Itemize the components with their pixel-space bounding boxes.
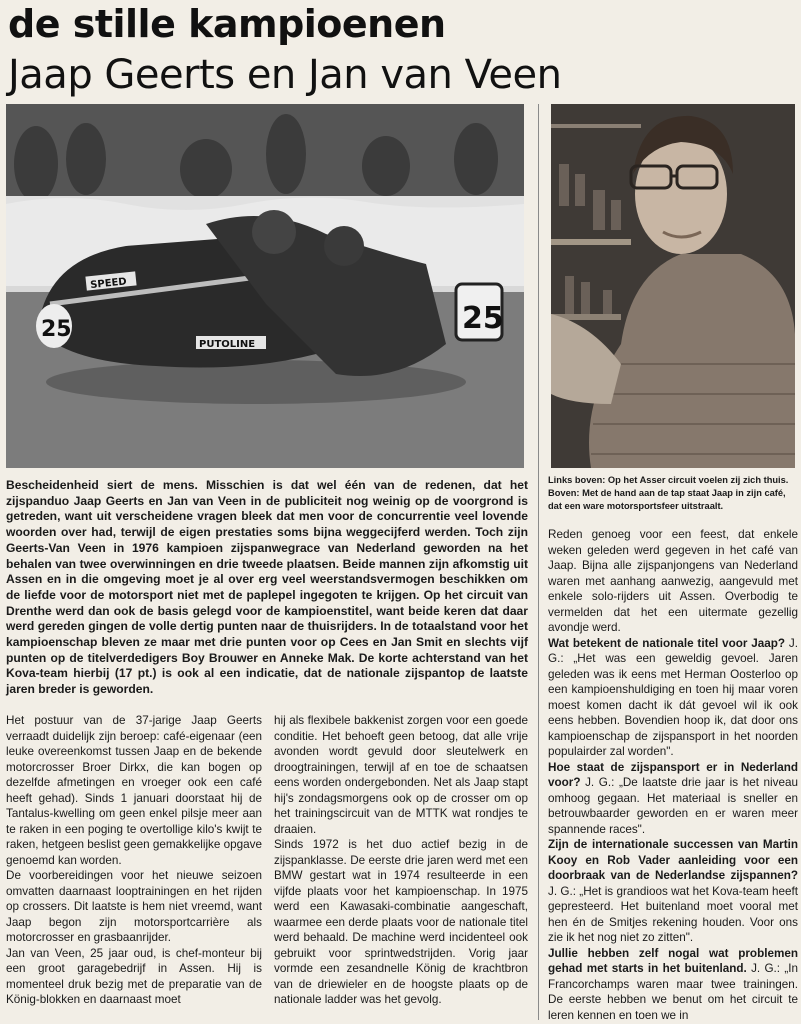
headline: de stille kampioenen: [8, 2, 446, 46]
interview-question-1: Wat betekent de nationale titel voor Jaap?: [548, 636, 786, 650]
column-rule: [538, 104, 539, 1020]
interview-question-2: Hoe staat de zijspansport er in Nederland voor?: [548, 760, 798, 789]
interview-qa-1: [548, 636, 798, 760]
interview-question-3: Zijn de internationale successen van Martin Kooy en Rob Vader aanleiding voor een doorbraak van de Nederlandse zijspannen?: [548, 838, 798, 882]
sidecar-sponsor-2: PUTOLINE: [199, 339, 256, 350]
interview-question-4: Jullie hebben zelf nogal wat problemen gehad met starts in het buitenland.: [548, 946, 798, 975]
col1-paragraph-3: Jan van Veen, 25 jaar oud, is chef-monteur bij een groot garagebedrijf in Assen. Hij is momenteel druk bezig met de preparatie van de König-blokken en daarnaast moet: [6, 946, 262, 1006]
col1-paragraph-1: Het postuur van de 37-jarige Jaap Geerts verraadt duidelijk zijn beroep: café-eigenaar (een leuke overeenkomst tussen Jaap en de bekende motorcrosser Broer Dirkx, die kan bogen op dezelfde afmetingen en vroeger ook een café heeft gehad). Sinds 1 januari doorstaat hij de Tantalus-kwelling om geen enkel pilsje meer aan te raken in een poging te overtollige kilo's kwijt te raken, hetgeen beslist geen gemakkelijke opgave genoemd kan worden.: [6, 714, 262, 867]
interview-qa-3: [548, 837, 798, 946]
interview-answer-2: J. G.: „De laatste drie jaar is het niveau omhoog gegaan. Het materiaal is sneller en betrouwbaarder geworden en er waren meer spannende races".: [548, 776, 798, 836]
sidecar-race-photo: [6, 104, 524, 468]
sidecar-number-front: 25: [41, 317, 72, 342]
intro-text: Bescheidenheid siert de mens. Misschien is dat wel één van de redenen, dat het zijspanduo Jaap Geerts en Jan van Veen in de publiciteit nog weinig op de voorgrond is getreden, want uit verscheidene vragen bleek dat men voor de concurrentie veel lovende woorden over had, terwijl de eigen prestaties soms bijna weggecijferd werden. Toch zijn Geerts-Van Veen in 1976 kampioen zijspanwegrace van Nederland geworden na het behalen van twee overwinningen en drie tweede plaatsen. Beide mannen zijn afkomstig uit Assen en in die omgeving moet je al over erg veel weerstandsvermogen beschikken om de liefde voor de motorsport niet met de paplepel ingegoten te krijgen. Op het circuit van Drenthe werd dan ook de basis gelegd voor de kampioenstitel, want beide keren dat daar werd gereden gingen de volle dertig punten naar de thuisrijders. In de totaalstand voor het kampioenschap bleven ze maar met drie punten voor op Cees en Jan Smit en slechts vijf punten op de titelverdedigers Boy Brouwer en Anneke Mak. De korte achterstand van het Kova-team hierbij (17 pt.) is ook al een indicatie, dat de nationale zijspantop de laatste jaren breder is geworden.: [6, 478, 528, 697]
text-column-3: [548, 527, 798, 1023]
text-column-2: [274, 713, 528, 1008]
text-column-1: [6, 713, 262, 1008]
photo-caption: Links boven: Op het Asser circuit voelen zij zich thuis. Boven: Met de hand aan de tap staat Jaap in zijn café, dat een ware motorsportsfeer uitstraalt.: [548, 475, 789, 511]
sidecar-number-rear: 25: [462, 301, 504, 336]
sidecar-sponsor-1: SPEED: [89, 276, 128, 292]
intro-paragraph: [6, 478, 528, 698]
interview-qa-2: [548, 760, 798, 838]
interview-qa-4: [548, 946, 798, 1024]
col2-paragraph-1: hij als flexibele bakkenist zorgen voor een goede conditie. Het behoeft geen betoog, dat alle vrije avonden wordt gevuld door sleutelwerk en droogtrainingen, terwijl af en toe de schaatsen eens worden ondergebonden. Net als Jaap stapt hij's zondagsmorgens ook op de crosser om op het trainingscircuit van de MTTK wat rondjes te draaien.: [274, 714, 528, 836]
col3-paragraph-1: Reden genoeg voor een feest, dat enkele weken geleden werd gegeven in het café van Jaap. Bijna alle zijspanjongens van Nederland waren met aanhang aanwezig, aangevuld met enkele solo-rijders uit Assen. Overbodig te vermelden dat het een uitermate gezellig avondje werd.: [548, 528, 798, 634]
col2-paragraph-2: Sinds 1972 is het duo actief bezig in de zijspanklasse. De eerste drie jaren werd met een BMW gestart wat in 1974 resulteerde in een vijfde plaats voor het kampioenschap. In 1975 werd een Kawasaki-combinatie aangeschaft, waarmee een derde plaats voor de nationale titel werd behaald. De machine werd incidenteel ook gebruikt voor sprintwedstrijden. Vorig jaar vormde een zesandnelle König de krachtbron van de driewieler en de hoogste plaats op de nationale ladder was het gevolg.: [274, 838, 528, 1006]
interview-answer-3: J. G.: „Het is grandioos wat het Kova-team heeft gepresteerd. Het buitenland moet vooral met hen én de Smitjes rekening houden. Voor ons zie ik het nog niet zo zitten".: [548, 884, 798, 944]
interview-answer-1: J. G.: „Het was een geweldig gevoel. Jaren geleden was ik eens met Herman Oosterloo op een kampioenshuldiging en toen hij maar voren moest komen dacht ik dát gevoel wil ik ook eens hebben. Bovendien hoop ik, dat door ons kampioenschap de zijspansport in het noorden populairder zal worden".: [548, 636, 798, 758]
portrait-photo: [551, 104, 795, 468]
subhead: Jaap Geerts en Jan van Veen: [8, 52, 562, 98]
col1-paragraph-2: De voorbereidingen voor het nieuwe seizoen omvatten daarnaast looptrainingen en het rijden op crossers. Dit laatste is hem niet vreemd, want Jaap begon zijn motorsportcarrière als motorcrosser en grasbaanrijder.: [6, 869, 262, 944]
interview-answer-4: J. G.: „In Francorchamps waren maar twee trainingen. De eerste hebben we benut om het circuit te leren kennen en toen we in: [548, 962, 798, 1022]
